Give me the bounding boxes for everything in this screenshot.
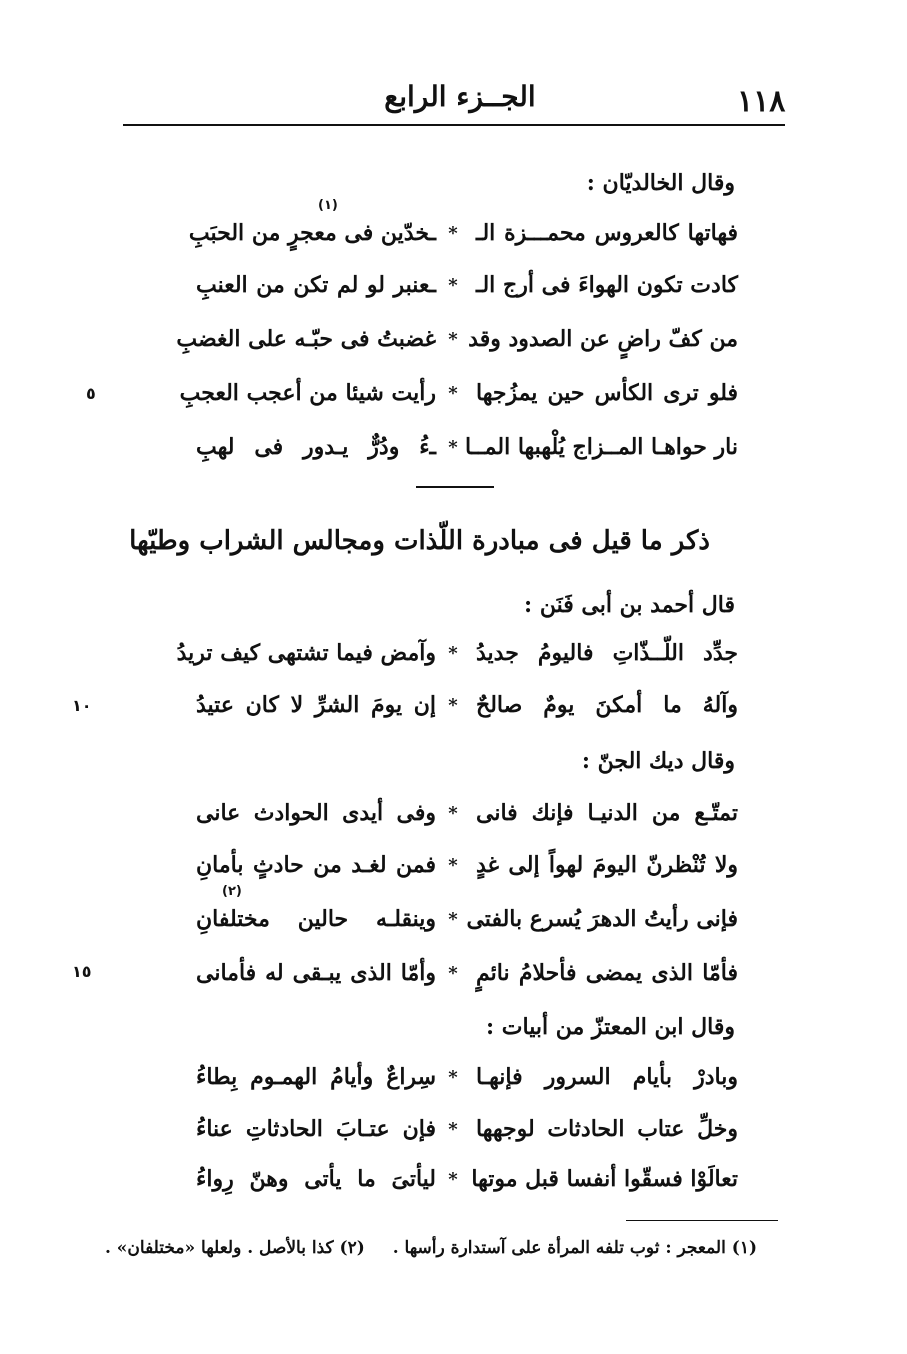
margin-line-number-5: ٥ [86,384,96,403]
verse-first-hemistich: فإنى رأيتُ الدهرَ يُسرع بالفتى [466,906,738,932]
verse-second-hemistich: وأمّا الذى يبـقى له فأمانى [196,960,436,986]
verse-second-hemistich: سِراعٌ وأيامُ الهمـوم بِطاءُ [196,1064,436,1090]
verse-first-hemistich: وخلِّ عتاب الحادثات لوجهها [476,1116,738,1142]
verse-first-hemistich: فأمّا الذى يمضى فأحلامُ نائمٍ [476,960,738,986]
verse [196,1116,738,1152]
verse-first-hemistich: فهاتها كالعروس محمـــزة الـ [476,220,738,246]
verse [196,906,738,942]
verse [196,960,738,996]
verse-separator: * [448,223,458,244]
verse-second-hemistich: إن يومَ الشرِّ لا كان عتيدُ [196,692,436,718]
verse-first-hemistich: من كفّ راضٍ عن الصدود وقد [468,326,738,352]
verse-second-hemistich: وينقلـه حالين مختلفانِ [196,906,436,932]
verse [188,220,738,256]
verse [196,272,738,308]
footnote-1: (١) المعجر : ثوب تلفه المرأة على آستدارة رأسها . [392,1238,757,1258]
verse-separator: * [448,275,458,296]
margin-line-number-10: ١٠ [72,696,92,715]
margin-line-number-15: ١٥ [72,962,92,981]
verse-first-hemistich: فلو ترى الكأس حين يمزُجها [476,380,738,406]
verse [196,692,738,728]
verse-second-hemistich: وآمض فيما تشتهى كيف تريدُ [176,640,436,666]
footnote-2: (٢) كذا بالأصل . ولعلها «مختلفان» . [104,1238,365,1258]
verse-first-hemistich: وبادرْ بأيام السرور فإنهـا [476,1064,738,1090]
section1-intro: وقال الخالديّان : [586,170,735,196]
verse-separator: * [448,1169,458,1190]
verse-first-hemistich: كادت تكون الهواءَ فى أرج الـ [476,272,738,298]
page-number: ١١٨ [737,84,786,119]
verse [196,434,738,470]
verse [196,800,738,836]
section2-intro: قال أحمد بن أبى فَنَن : [524,592,735,618]
section4-intro: وقال ابن المعتزّ من أبيات : [486,1014,735,1040]
verse-first-hemistich: جدِّد اللّــذّاتِ فاليومُ جديدُ [476,640,738,666]
header-rule [123,124,785,126]
verse-second-hemistich: غضبتُ فى حبّـه على الغضبِ [176,326,436,352]
verse-second-hemistich: وفى أيدى الحوادث عانى [196,800,436,826]
verse-separator: * [448,695,458,716]
verse-first-hemistich: نار حواهـا المــزاج يُلْهبها المــا [465,434,738,460]
verse [196,852,738,888]
verse-separator: * [448,329,458,350]
verse-separator: * [448,1119,458,1140]
verse-separator: * [448,437,458,458]
section-title: ذكر ما قيل فى مبادرة اللّذات ومجالس الشراب وطيّها [129,526,710,556]
verse [196,1166,738,1202]
verse-first-hemistich: ولا تُنْظرنّ اليومَ لهواً إلى غدٍ [476,852,738,878]
verse [176,326,738,362]
verse-second-hemistich: فإن عتـابَ الحادثاتِ عناءُ [196,1116,436,1142]
verse-second-hemistich: ليأتىَ ما يأتى وهنّ رِواءُ [196,1166,436,1192]
verse-first-hemistich: وآلهُ ما أمكنَ يومٌ صالحٌ [476,692,738,718]
verse-second-hemistich: ـخدّين فى معجرٍ من الحبَبِ [188,220,436,246]
verse-second-hemistich: رأيت شيئا من أعجب العجبِ [179,380,436,406]
verse [196,1064,738,1100]
verse-separator: * [448,909,458,930]
verse-second-hemistich: ـعنبر لو لم تكن من العنبِ [196,272,436,298]
verse-separator: * [448,383,458,404]
verse-first-hemistich: تمتّـع من الدنيـا فإنك فانى [476,800,738,826]
footnotes [83,1238,757,1258]
section-divider [416,486,494,488]
verse-second-hemistich: ـءُ ودُرٌّ يـدور فى لهبِ [196,434,436,460]
verse [176,640,738,676]
footnote-rule [626,1220,778,1221]
verse-separator: * [448,855,458,876]
verse-separator: * [448,963,458,984]
footnote-marker-1: (١) [318,198,338,213]
section3-intro: وقال ديك الجنّ : [581,748,735,774]
verse-separator: * [448,1067,458,1088]
verse-second-hemistich: فمن لغـد من حادثٍ بأمانِ [196,852,436,878]
verse-separator: * [448,643,458,664]
verse [179,380,738,416]
footnote-marker-2: (٢) [222,884,242,899]
running-head: الجــزء الرابع [384,80,536,113]
verse-first-hemistich: تعالَوْا فسقّوا أنفسا قبل موتها [471,1166,738,1192]
verse-separator: * [448,803,458,824]
